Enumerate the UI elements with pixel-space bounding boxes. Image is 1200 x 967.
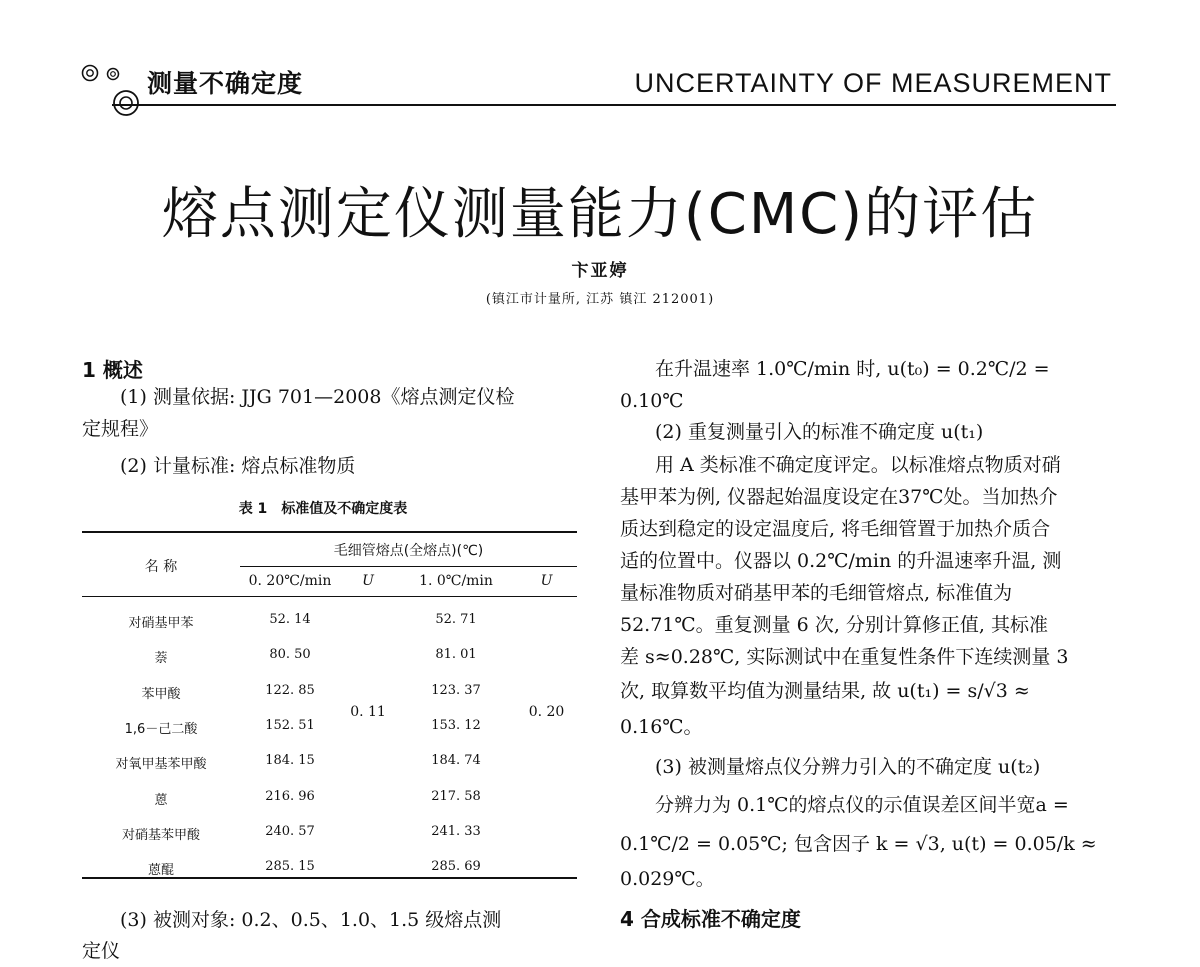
right-line-16: 0.029℃。 [620, 868, 715, 890]
table-cell-value-0.2: 152. 51 [265, 718, 315, 733]
table-header-group: 毛细管熔点(全熔点)(℃) [333, 543, 484, 559]
journal-section-title-en: UNCERTAINTY OF MEASUREMENT [634, 68, 1112, 98]
table-cell-name: 对氧甲基苯甲酸 [115, 757, 207, 772]
right-line-1: 在升温速率 1.0℃/min 时, u(t₀) = 0.2℃/2 = [655, 358, 1050, 380]
right-line-4: 用 A 类标准不确定度评定。以标准熔点物质对硝 [655, 454, 1061, 476]
table-cell-name: 蒽 [154, 793, 168, 808]
article-title: 熔点测定仪测量能力(CMC)的评估 [161, 182, 1039, 247]
journal-section-title: 测量不确定度 [147, 69, 304, 98]
right-line-9: 52.71℃。重复测量 6 次, 分别计算修正值, 其标准 [620, 614, 1048, 636]
table-header-bottom-rule [82, 596, 577, 597]
table-cell-value-1.0: 217. 58 [431, 789, 481, 804]
table-cell-value-1.0: 241. 33 [431, 824, 481, 839]
table-top-rule [82, 531, 577, 533]
author: 卞亚婷 [571, 261, 629, 281]
right-line-14: 分辨力为 0.1℃的熔点仪的示值误差区间半宽a = [655, 794, 1069, 816]
right-line-12: 0.16℃。 [620, 716, 703, 738]
right-line-2: 0.10℃ [620, 390, 684, 412]
affiliation: (镇江市计量所, 江苏 镇江 212001) [485, 292, 715, 307]
paragraph-3-line-1: (3) 被测对象: 0.2、0.5、1.0、1.5 级熔点测 [120, 909, 502, 931]
table-cell-value-0.2: 184. 15 [265, 753, 315, 768]
table-cell-value-1.0: 153. 12 [431, 718, 481, 733]
paragraph-1-line-2: 定规程》 [82, 418, 159, 440]
table-cell-value-0.2: 80. 50 [269, 647, 311, 662]
right-line-5: 基甲苯为例, 仪器起始温度设定在37℃处。当加热介 [620, 486, 1058, 508]
right-line-3: (2) 重复测量引入的标准不确定度 u(t₁) [655, 421, 984, 443]
right-line-13: (3) 被测量熔点仪分辨力引入的不确定度 u(t₂) [655, 756, 1041, 778]
right-line-15: 0.1℃/2 = 0.05℃; 包含因子 k = √3, u(t) = 0.05/k ≈ [620, 833, 1097, 855]
table-cell-name: 1,6－己二酸 [124, 722, 198, 737]
table-u2-value: 0. 20 [528, 704, 565, 720]
table-header-u1: U [362, 573, 374, 589]
section-1-heading: 1 概述 [82, 358, 143, 382]
table-cell-value-1.0: 52. 71 [435, 612, 477, 627]
table-header-rate-1.0: 1. 0℃/min [419, 573, 493, 589]
journal-logo-circles [80, 62, 146, 122]
right-line-7: 适的位置中。仪器以 0.2℃/min 的升温速率升温, 测 [620, 550, 1062, 572]
paragraph-2: (2) 计量标准: 熔点标准物质 [120, 455, 356, 477]
table-cell-value-0.2: 52. 14 [269, 612, 311, 627]
table-cell-name: 对硝基甲苯 [128, 616, 194, 631]
header-divider [112, 104, 1116, 106]
paragraph-3-line-2: 定仪 [82, 940, 121, 962]
paragraph-1-line-1: (1) 测量依据: JJG 701—2008《熔点测定仪检 [120, 386, 515, 408]
table-cell-value-0.2: 240. 57 [265, 824, 315, 839]
table-cell-value-1.0: 123. 37 [431, 683, 481, 698]
table-cell-value-1.0: 81. 01 [435, 647, 477, 662]
right-line-6: 质达到稳定的设定温度后, 将毛细管置于加热介质合 [620, 518, 1051, 540]
table-cell-name: 对硝基苯甲酸 [121, 828, 200, 843]
table-cell-value-0.2: 122. 85 [265, 683, 315, 698]
table-cell-value-1.0: 285. 69 [431, 859, 481, 874]
right-line-10: 差 s≈0.28℃, 实际测试中在重复性条件下连续测量 3 [620, 646, 1069, 668]
table-header-rate-0.2: 0. 20℃/min [248, 573, 332, 589]
table-u1-value: 0. 11 [350, 704, 386, 720]
right-line-8: 量标准物质对硝基甲苯的毛细管熔点, 标准值为 [620, 582, 1013, 604]
table-cell-value-0.2: 216. 96 [265, 789, 315, 804]
table-cell-value-0.2: 285. 15 [265, 859, 315, 874]
section-4-heading: 4 合成标准不确定度 [620, 907, 801, 931]
table-header-name: 名 称 [144, 559, 178, 575]
table-caption: 表 1 标准值及不确定度表 [238, 501, 408, 517]
table-cell-name: 萘 [154, 651, 168, 666]
table-bottom-rule [82, 877, 577, 879]
table-cell-name: 蒽醌 [147, 863, 174, 878]
table-header-u2: U [540, 573, 553, 589]
table-cell-value-1.0: 184. 74 [431, 753, 481, 768]
right-line-11: 次, 取算数平均值为测量结果, 故 u(t₁) = s/√3 ≈ [620, 680, 1030, 702]
table-header-subrule [240, 566, 577, 567]
table-cell-name: 苯甲酸 [141, 687, 181, 702]
